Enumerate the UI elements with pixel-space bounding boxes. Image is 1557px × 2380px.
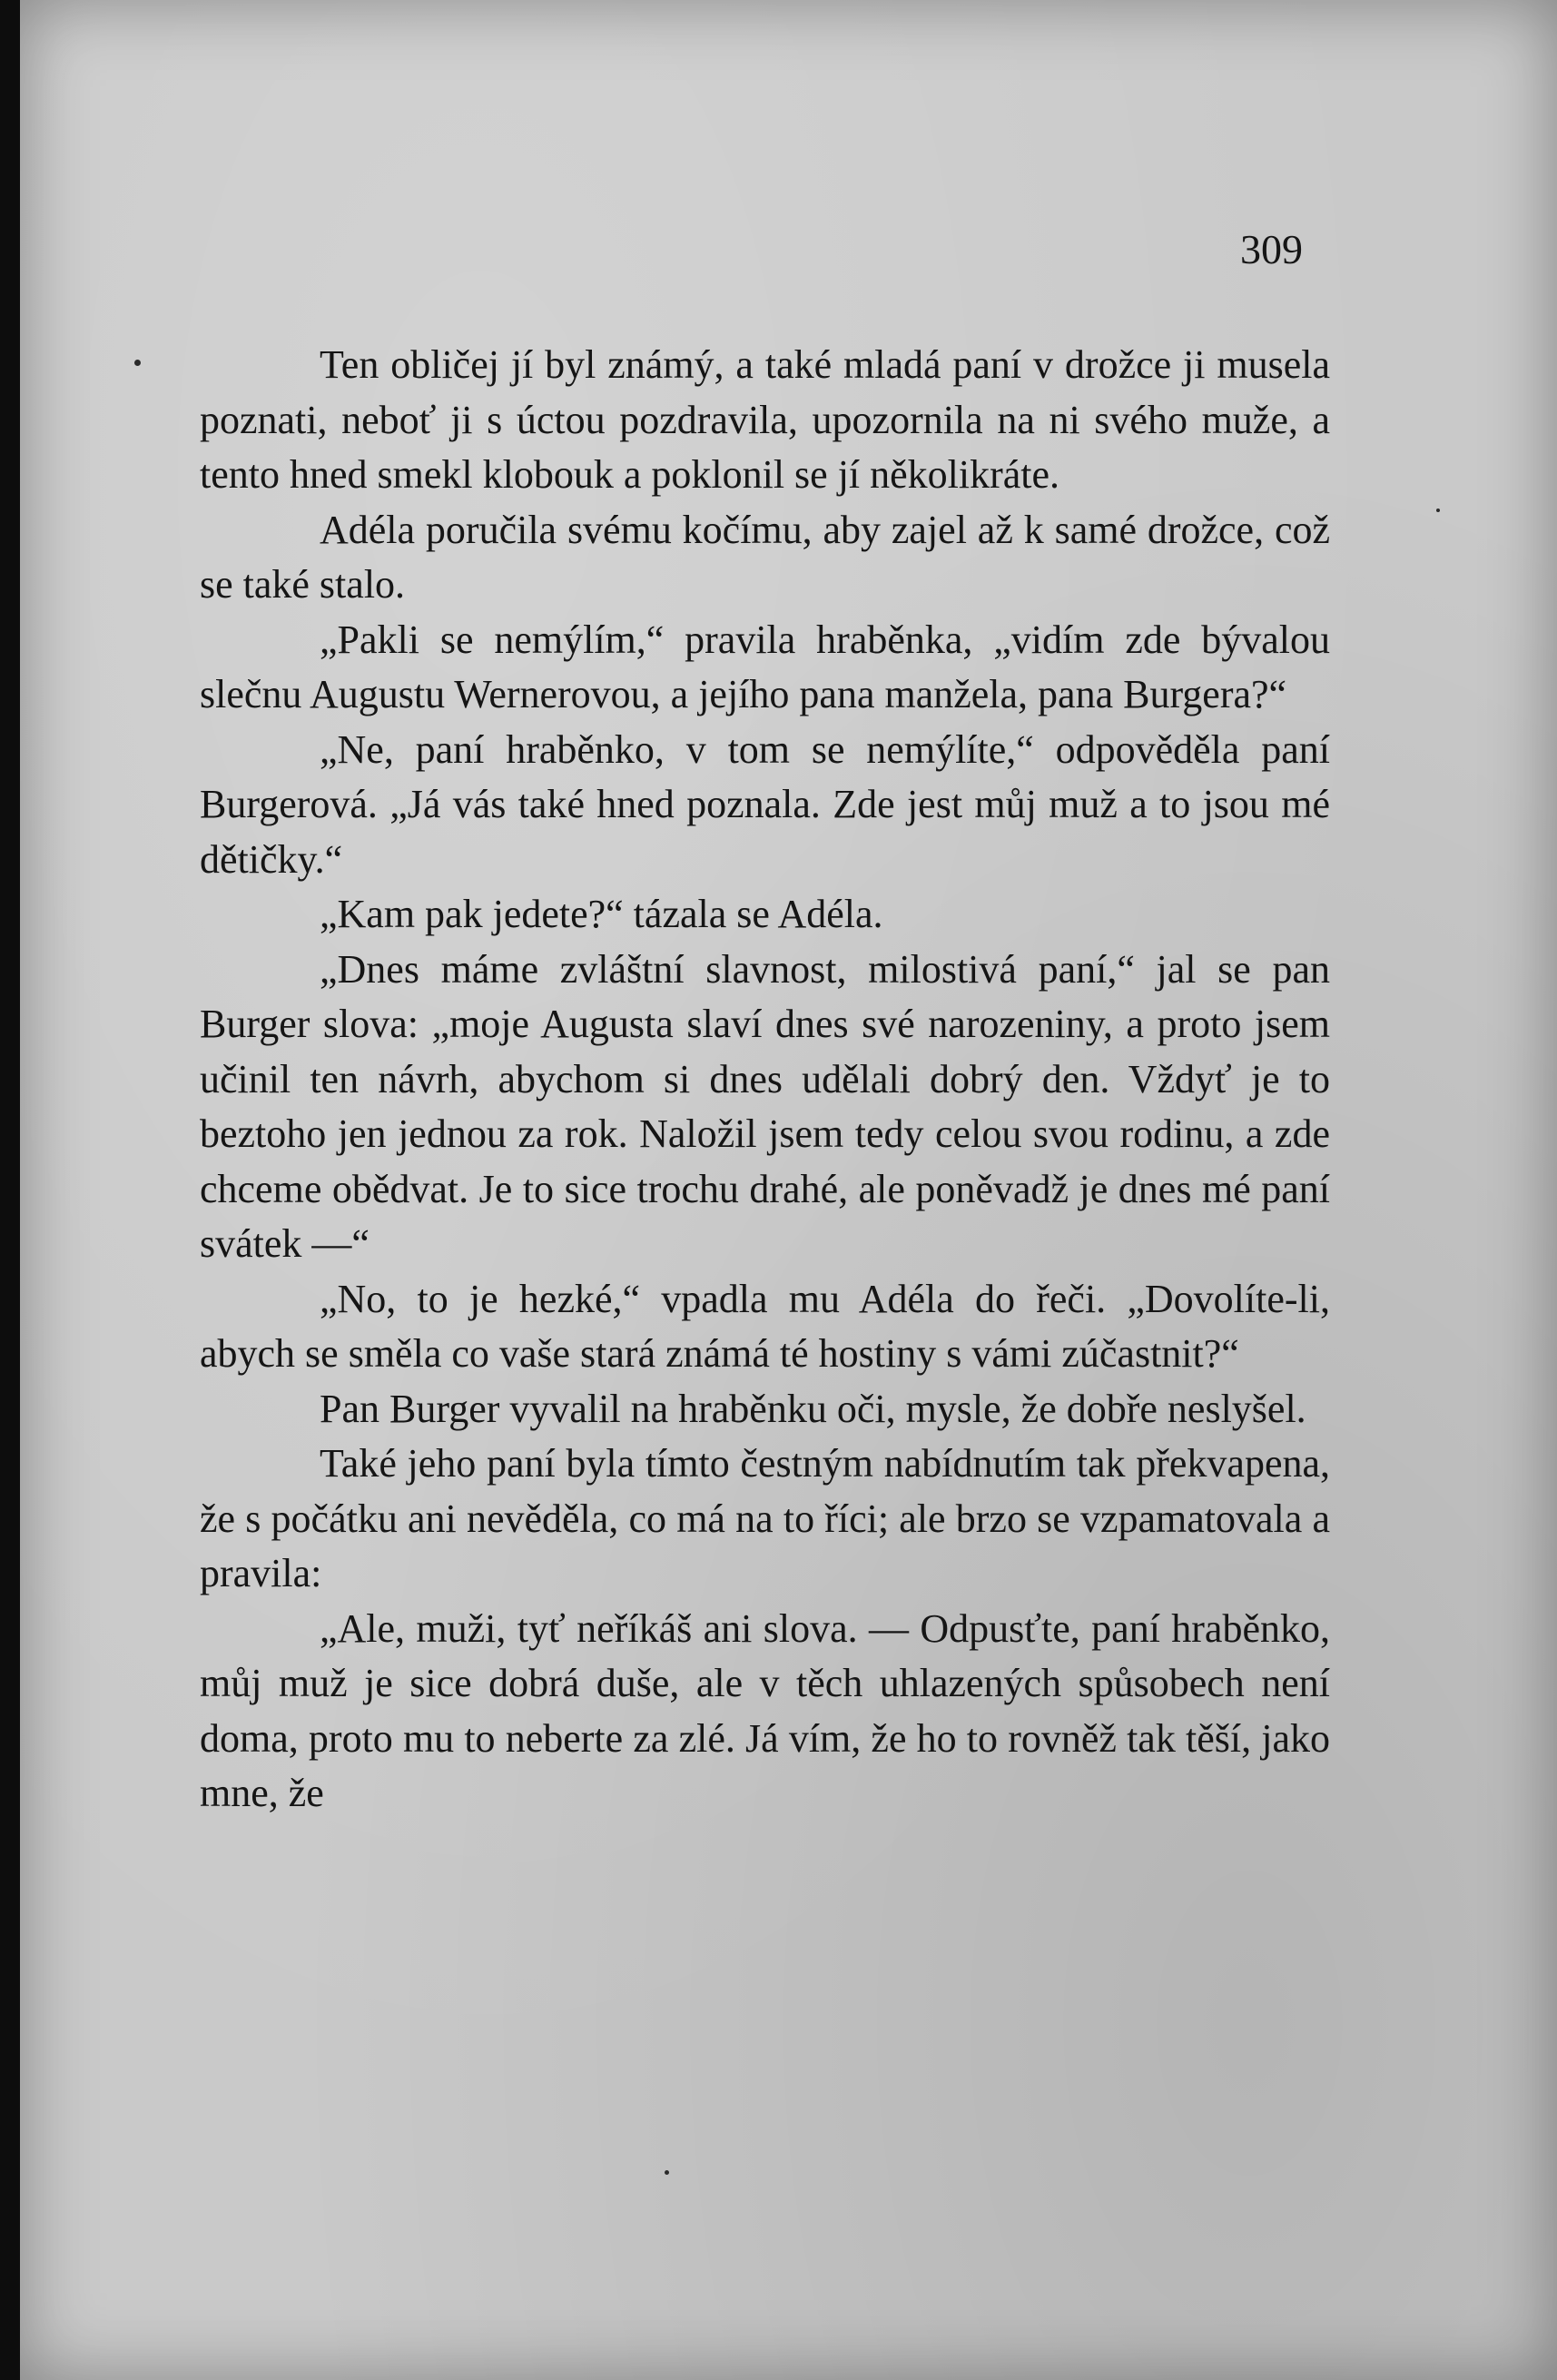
paragraph: „Kam pak jedete?“ tázala se Adéla. [320,892,883,936]
paper-speck [665,2170,669,2175]
body-text [200,338,1330,1822]
paragraph: Ten obličej jí byl známý, a také mladá paní v drožce ji musela poznati, neboť ji s úctou pozdravila, upozornila na ni svého muže, a tento hned smekl klobouk a poklonil se jí několikráte. [200,342,1330,497]
paragraph: „Pakli se nemýlím,“ pravila hraběnka, „vidím zde bývalou slečnu Augustu Wernerovou, a jejího pana manžela, pana Burgera?“ [200,617,1330,716]
book-page [20,0,1557,2380]
page-number: 309 [1240,226,1303,272]
paragraph: „Ale, muži, tyť neříkáš ani slova. — Odpusťte, paní hraběnko, můj muž je sice dobrá duše, ale v těch uhlazených spůsobech není doma, proto mu to neberte za zlé. Já vím, že ho to rovněž tak těší, jako mne, že [200,1605,1330,1815]
paragraph: Také jeho paní byla tímto čestným nabídnutím tak překvapena, že s počátku ani nevěděla, co má na to říci; ale brzo se vzpamatovala a pravila: [200,1441,1330,1595]
paragraph: Adéla poručila svému kočímu, aby zajel až k samé drožce, což se také stalo. [200,507,1330,607]
paragraph: „Dnes máme zvláštní slavnost, milostivá paní,“ jal se pan Burger slova: „moje Augusta slaví dnes své narozeniny, a proto jsem učinil ten návrh, abychom si dnes udělali dobrý den. Vždyť je to beztoho jen jednou za rok. Naložil jsem tedy celou svou rodinu, a zde chceme obědvat. Je to sice trochu drahé, ale poněvadž je dnes mé paní svátek —“ [200,946,1330,1266]
paper-speck [134,360,141,366]
paragraph: „Ne, paní hraběnko, v tom se nemýlíte,“ odpověděla paní Burgerová. „Já vás také hned poznala. Zde jest můj muž a to jsou mé dětičky.“ [200,726,1330,882]
paper-speck [1436,509,1440,512]
paragraph: „No, to je hezké,“ vpadla mu Adéla do řeči. „Dovolíte-li, abych se směla co vaše stará známá té hostiny s vámi zúčastnit?“ [200,1276,1330,1376]
paragraph: Pan Burger vyvalil na hraběnku oči, mysle, že dobře neslyšel. [320,1386,1306,1431]
